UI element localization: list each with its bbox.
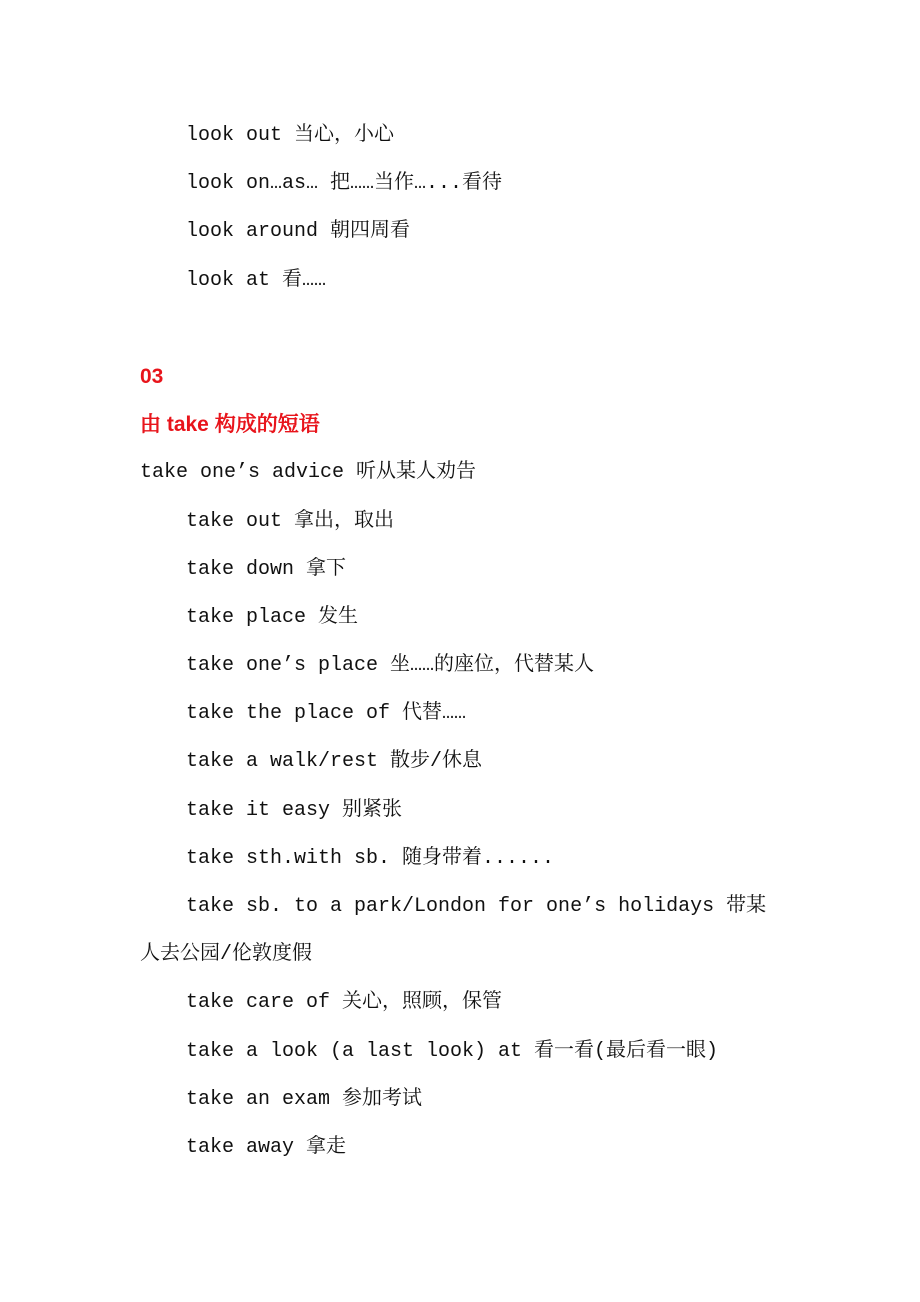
phrase-line: take out 拿出，取出 (186, 509, 395, 533)
phrase-line: take one’s advice 听从某人劝告 (140, 461, 477, 485)
phrase-line: take it easy 别紧张 (186, 798, 403, 822)
blank-line (0, 305, 920, 353)
phrase-line: look on…as… 把……当作…...看待 (186, 172, 503, 196)
phrase-line: take a look (a last look) at 看一看(最后看一眼) (186, 1039, 719, 1063)
phrase-line: take an exam 参加考试 (186, 1087, 423, 1111)
phrase-line: take place 发生 (186, 605, 359, 629)
phrase-line: look around 朝四周看 (186, 220, 411, 244)
document-page (0, 112, 920, 1172)
phrase-line: take care of 关心，照顾，保管 (186, 991, 503, 1015)
phrase-line: take sth.with sb. 随身带着...... (186, 846, 555, 870)
phrase-line: take one’s place 坐……的座位，代替某人 (186, 654, 595, 678)
section-title: 由 take 构成的短语 (140, 413, 320, 437)
phrase-line: take away 拿走 (186, 1135, 347, 1159)
phrase-line: take the place of 代替…… (186, 702, 467, 726)
phrase-line-continuation: 人去公园/伦敦度假 (140, 943, 313, 967)
phrase-line: take a walk/rest 散步/休息 (186, 750, 483, 774)
phrase-line: take down 拿下 (186, 557, 347, 581)
phrase-line: take sb. to a park/London for one’s holidays 带某 (186, 895, 767, 918)
phrase-line: look at 看…… (186, 268, 327, 292)
phrase-line: look out 当心，小心 (186, 124, 395, 147)
section-number: 03 (140, 364, 164, 388)
